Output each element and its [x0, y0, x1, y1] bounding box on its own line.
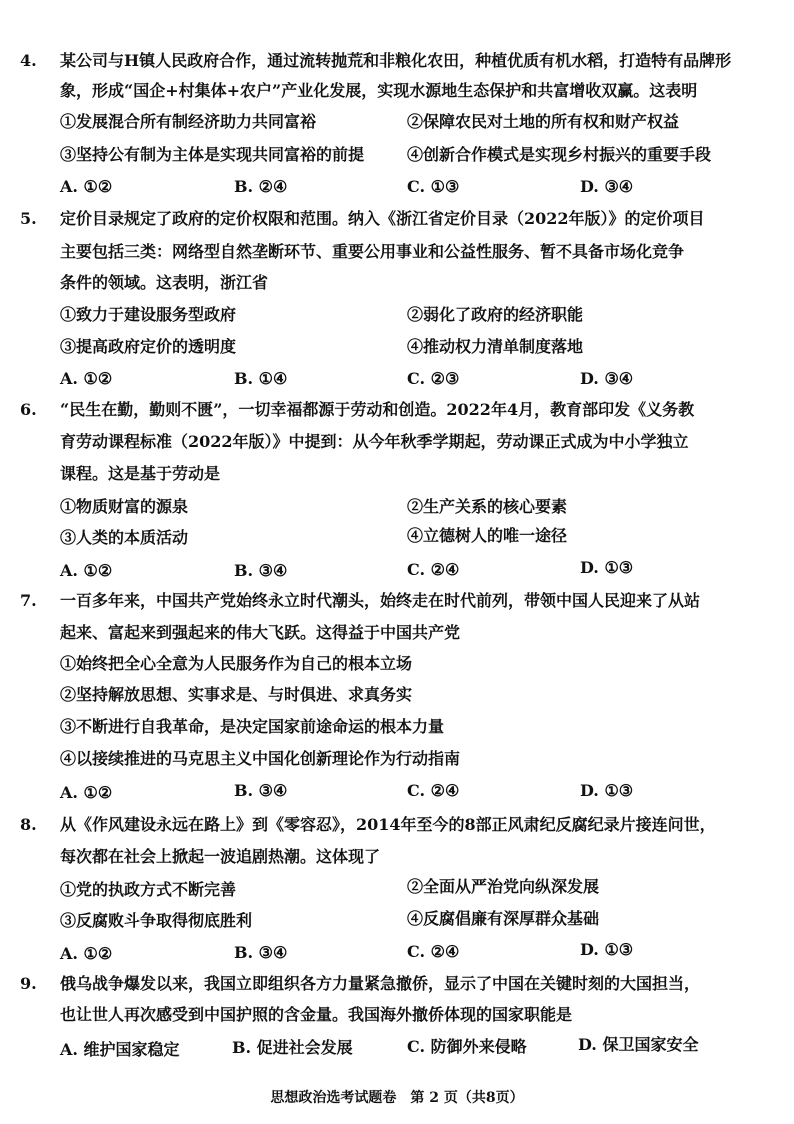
- choice-b[interactable]: B. ①④: [234, 369, 288, 388]
- question-number: 8.: [20, 815, 37, 834]
- question-stem-line: 主要包括三类：网络型自然垄断环节、重要公用事业和公益性服务、暂不具备市场化竞争: [60, 242, 685, 261]
- question-number: 4.: [20, 51, 37, 70]
- choice-d[interactable]: D. ①③: [580, 558, 634, 577]
- statement-2: ②生产关系的核心要素: [407, 497, 568, 516]
- statement-2: ②全面从严治党向纵深发展: [407, 877, 600, 896]
- statement-4: ④以接续推进的马克思主义中国化创新理论作为行动指南: [60, 749, 461, 768]
- statement-3: ③坚持公有制为主体是实现共同富裕的前提: [60, 145, 365, 164]
- choice-b[interactable]: B. 促进社会发展: [232, 1038, 353, 1057]
- question-stem-line: 定价目录规定了政府的定价权限和范围。纳入《浙江省定价目录（2022年版）》的定价项目: [60, 209, 705, 228]
- statement-1: ①党的执政方式不断完善: [60, 880, 237, 899]
- choice-a[interactable]: A. ①②: [60, 783, 113, 802]
- question-number: 9.: [20, 974, 37, 993]
- question-stem-line: 象，形成“国企+村集体+农户”产业化发展，实现水源地生态保护和共富增收双赢。这表明: [60, 81, 698, 100]
- choice-c[interactable]: C. ①③: [407, 177, 460, 196]
- choice-d[interactable]: D. ①③: [580, 940, 634, 959]
- question-stem-line: 每次都在社会上掀起一波追剧热潮。这体现了: [60, 847, 381, 866]
- choice-a[interactable]: A. ①②: [60, 369, 113, 388]
- question-stem-line: 俄乌战争爆发以来，我国立即组织各方力量紧急撤侨，显示了中国在关键时刻的大国担当，: [60, 974, 701, 993]
- choice-c[interactable]: C. 防御外来侵略: [407, 1037, 527, 1056]
- question-stem-line: 某公司与H镇人民政府合作，通过流转抛荒和非粮化农田，种植优质有机水稻，打造特有品牌形: [60, 51, 732, 70]
- question-stem-line: “民生在勤，勤则不匮”，一切幸福都源于劳动和创造。2022年4月，教育部印发《义务教: [60, 400, 695, 419]
- statement-3: ③反腐败斗争取得彻底胜利: [60, 911, 253, 930]
- statement-1: ①发展混合所有制经济助力共同富裕: [60, 112, 317, 131]
- choice-b[interactable]: B. ③④: [234, 561, 288, 580]
- statement-1: ①始终把全心全意为人民服务作为自己的根本立场: [60, 654, 413, 673]
- choice-c[interactable]: C. ②④: [407, 781, 460, 800]
- question-stem-line: 起来、富起来到强起来的伟大飞跃。这得益于中国共产党: [60, 623, 461, 642]
- statement-2: ②弱化了政府的经济职能: [407, 305, 584, 324]
- choice-b[interactable]: B. ③④: [234, 781, 288, 800]
- question-stem-line: 课程。这是基于劳动是: [60, 464, 221, 483]
- choice-c[interactable]: C. ②③: [407, 369, 460, 388]
- question-stem-line: 育劳动课程标准（2022年版）》中提到：从今年秋季学期起，劳动课正式成为中小学独立: [60, 432, 689, 451]
- statement-4: ④立德树人的唯一途径: [407, 526, 568, 545]
- question-stem-line: 从《作风建设永远在路上》到《零容忍》，2014年至今的8部正风肃纪反腐纪录片接连问世，: [60, 815, 716, 834]
- choice-a[interactable]: A. ①②: [60, 944, 113, 963]
- question-number: 5.: [20, 209, 37, 228]
- choice-a[interactable]: A. ①②: [60, 177, 113, 196]
- question-stem-line: 一百多年来，中国共产党始终永立时代潮头，始终走在时代前列，带领中国人民迎来了从站: [60, 591, 701, 610]
- choice-d[interactable]: D. ③④: [580, 369, 634, 388]
- question-stem-line: 条件的领域。这表明，浙江省: [60, 273, 269, 292]
- statement-4: ④推动权力清单制度落地: [407, 337, 584, 356]
- page-footer: 思想政治选考试题卷 第 2 页（共8页）: [270, 1090, 524, 1106]
- choice-a[interactable]: A. ①②: [60, 561, 113, 580]
- choice-d[interactable]: D. 保卫国家安全: [578, 1035, 699, 1054]
- question-number: 7.: [20, 591, 37, 610]
- statement-4: ④反腐倡廉有深厚群众基础: [407, 909, 600, 928]
- statement-2: ②坚持解放思想、实事求是、与时俱进、求真务实: [60, 685, 413, 704]
- statement-3: ③人类的本质活动: [60, 528, 189, 547]
- statement-2: ②保障农民对土地的所有权和财产权益: [407, 112, 680, 131]
- choice-c[interactable]: C. ②④: [407, 942, 460, 961]
- statement-1: ①致力于建设服务型政府: [60, 305, 237, 324]
- question-stem-line: 也让世人再次感受到中国护照的含金量。我国海外撤侨体现的国家职能是: [60, 1005, 573, 1024]
- choice-d[interactable]: D. ①③: [580, 781, 634, 800]
- choice-c[interactable]: C. ②④: [407, 560, 460, 579]
- statement-4: ④创新合作模式是实现乡村振兴的重要手段: [407, 145, 712, 164]
- statement-3: ③提高政府定价的透明度: [60, 337, 237, 356]
- statement-3: ③不断进行自我革命，是决定国家前途命运的根本力量: [60, 717, 445, 736]
- question-number: 6.: [20, 400, 37, 419]
- choice-b[interactable]: B. ②④: [234, 177, 288, 196]
- statement-1: ①物质财富的源泉: [60, 497, 189, 516]
- choice-a[interactable]: A. 维护国家稳定: [60, 1040, 180, 1059]
- choice-d[interactable]: D. ③④: [580, 177, 634, 196]
- choice-b[interactable]: B. ③④: [234, 943, 288, 962]
